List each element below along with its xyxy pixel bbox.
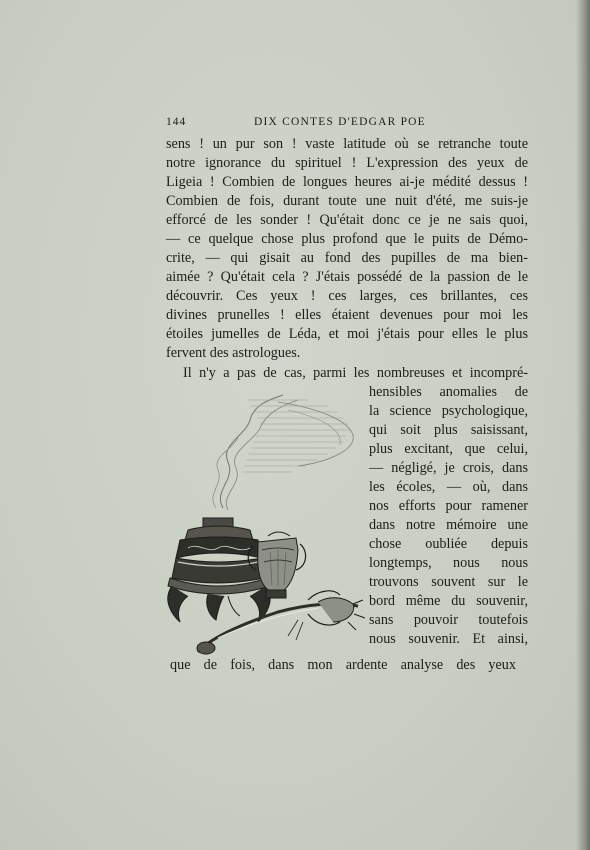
wrap-line: — négligé, je crois, dans: [369, 460, 528, 476]
text-line: divines prunelles ! elles étaient devenues pour moi les: [166, 307, 528, 323]
smoke-icon: [213, 395, 353, 510]
wrap-line: dans notre mémoire une: [369, 517, 528, 533]
wrap-line: les écoles, — où, dans: [369, 479, 528, 495]
wrap-line: qui soit plus saisissant,: [369, 422, 528, 438]
text-line: sens ! un pur son ! vaste latitude où se retranche toute: [166, 136, 528, 152]
text-line: efforcé de les sonder ! Qu'était donc ce je ne sais quoi,: [166, 212, 528, 228]
engraving-illustration: [158, 390, 373, 660]
paragraph-first-line: Il n'y a pas de cas, parmi les nombreuses et incompré-: [183, 365, 528, 381]
text-line: notre ignorance du spirituel ! L'expression des yeux de: [166, 155, 528, 171]
text-line: fervent des astrologues.: [166, 345, 301, 361]
wrap-line: longtemps, nous nous: [369, 555, 528, 571]
page-edge-shadow: [576, 0, 590, 850]
text-line: — ce quelque chose plus profond que le puits de Démo-: [166, 231, 528, 247]
text-line: Ligeia ! Combien de longues heures ai-je médité dessus !: [166, 174, 528, 190]
wrap-line: plus excitant, que celui,: [369, 441, 528, 457]
page-number: 144: [166, 116, 187, 128]
text-line: Combien de fois, durant toute une nuit d'été, me suis-je: [166, 193, 528, 209]
text-line: aimée ? Qu'était cela ? J'étais possédé de la passion de le: [166, 269, 528, 285]
wrap-line: trouvons souvent sur le: [369, 574, 528, 590]
text-line: que de fois, dans mon ardente analyse des yeux: [170, 657, 516, 673]
wrap-line: la science psychologique,: [369, 403, 528, 419]
wrap-line: bord même du souvenir,: [369, 593, 528, 609]
running-title: DIX CONTES D'EDGAR POE: [254, 116, 426, 128]
text-line: étoiles jumelles de Léda, et moi j'étais pour elles le plus: [166, 326, 528, 342]
wrap-line: chose oubliée depuis: [369, 536, 528, 552]
wrap-line: hensibles anomalies de: [369, 384, 528, 400]
running-header: [166, 116, 528, 132]
text-line: crite, — qui gisait au fond des pupilles de ma bien-: [166, 250, 528, 266]
wrap-line: nos efforts pour ramener: [369, 498, 528, 514]
wrap-line: sans pouvoir toutefois: [369, 612, 528, 628]
wrap-line: nous souvenir. Et ainsi,: [369, 631, 528, 647]
text-line: découvrir. Ces yeux ! ces larges, ces brillantes, ces: [166, 288, 528, 304]
